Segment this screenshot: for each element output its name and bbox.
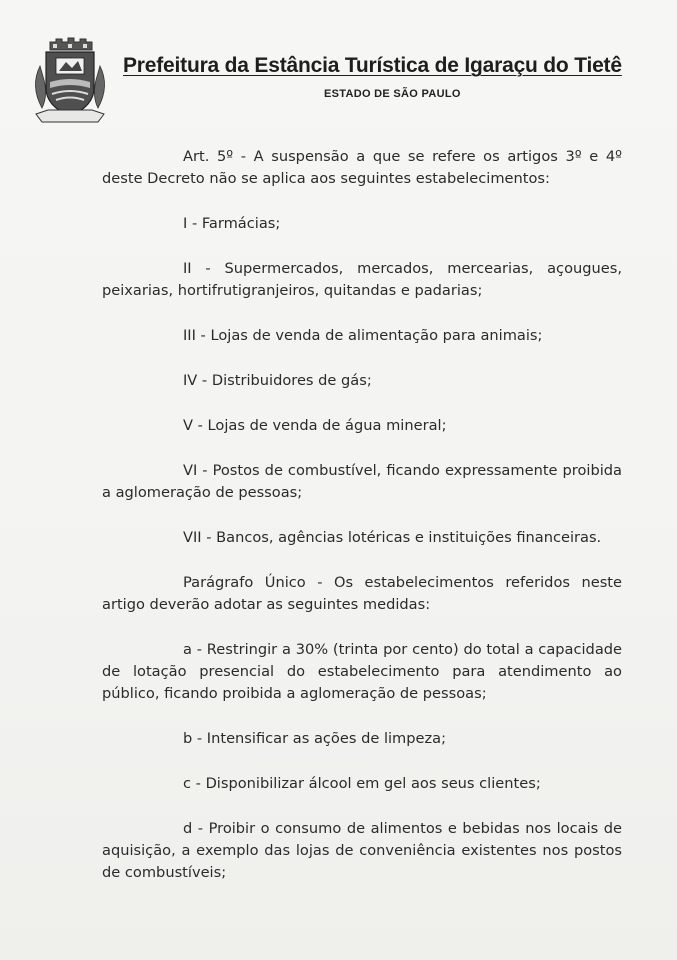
measure-item: a - Restringir a 30% (trinta por cento) do total a capacidade de lotação presencial do estabelecimento para atendimento ao público, ficando proibida a aglomeração de pessoas; (102, 641, 622, 702)
list-item: I - Farmácias; (183, 215, 281, 232)
sole-paragraph: Parágrafo Único - Os estabelecimentos referidos neste artigo deverão adotar as seguintes medidas: (102, 574, 622, 613)
municipal-coat-of-arms-icon (26, 36, 114, 128)
list-item: IV - Distribuidores de gás; (183, 372, 372, 389)
decree-body (102, 146, 622, 907)
list-item: II - Supermercados, mercados, mercearias, açougues, peixarias, hortifrutigranjeiros, quitandas e padarias; (102, 260, 622, 299)
list-item: VI - Postos de combustível, ficando expressamente proibida a aglomeração de pessoas; (102, 462, 622, 501)
measure-item: d - Proibir o consumo de alimentos e bebidas nos locais de aquisição, a exemplo das lojas de conveniência existentes nos postos de combustíveis; (102, 820, 622, 881)
list-item: III - Lojas de venda de alimentação para animais; (183, 327, 543, 344)
state-subtitle: ESTADO DE SÃO PAULO (324, 88, 461, 100)
measure-item: c - Disponibilizar álcool em gel aos seus clientes; (183, 775, 541, 792)
list-item: V - Lojas de venda de água mineral; (183, 417, 447, 434)
page-title: Prefeitura da Estância Turística de Igaraçu do Tietê (123, 54, 622, 77)
list-item: VII - Bancos, agências lotéricas e instituições financeiras. (183, 529, 602, 546)
measure-item: b - Intensificar as ações de limpeza; (183, 730, 447, 747)
article-5: Art. 5º - A suspensão a que se refere os artigos 3º e 4º deste Decreto não se aplica aos seguintes estabelecimentos: (102, 148, 622, 187)
